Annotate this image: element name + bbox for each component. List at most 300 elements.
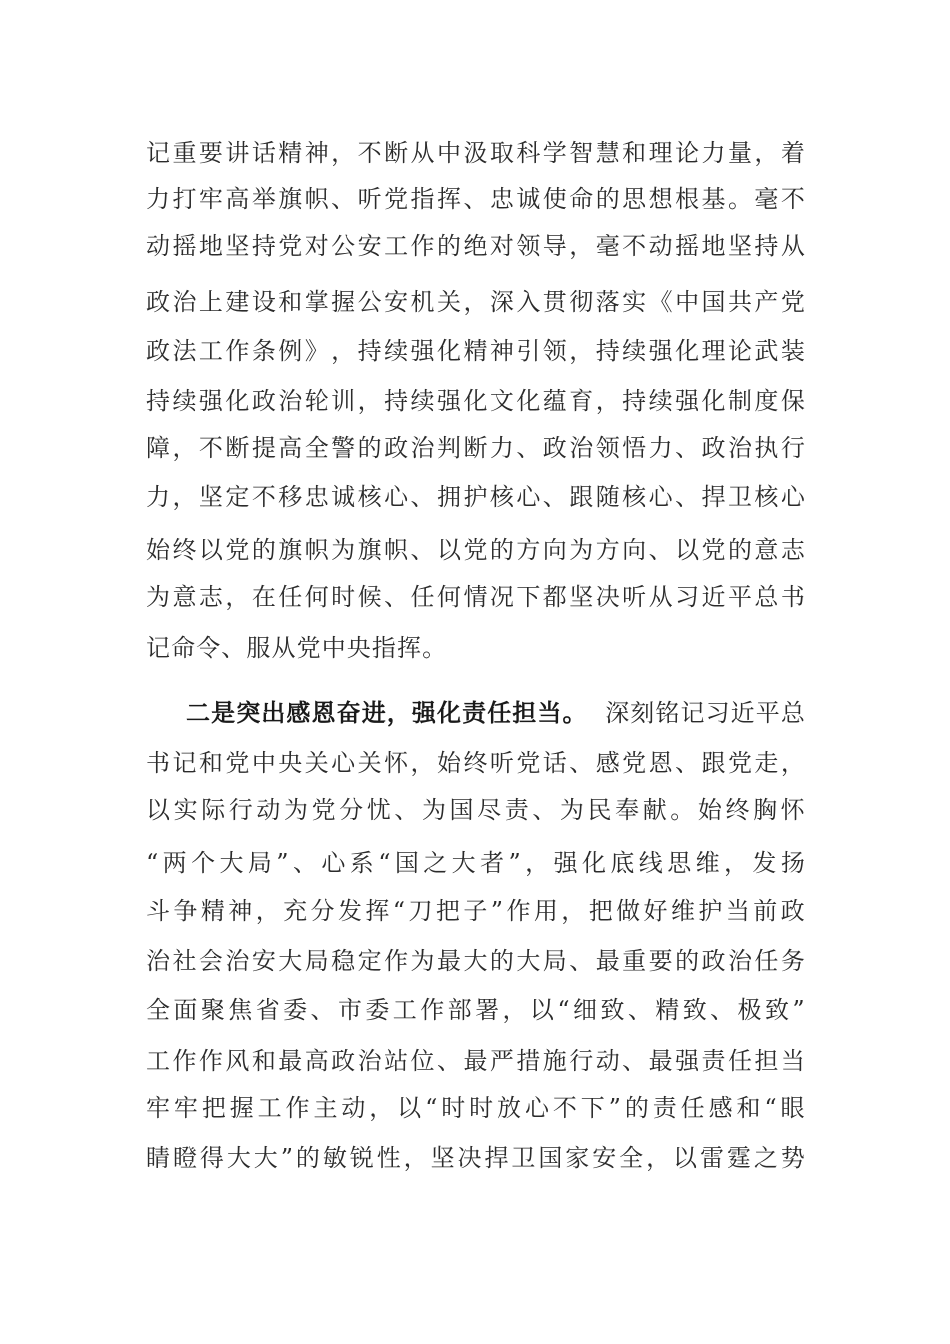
- line-char: 、: [675, 434, 701, 462]
- line-char: 跟: [701, 749, 727, 777]
- line-char: 候: [357, 583, 383, 611]
- line-char: 深: [489, 288, 515, 316]
- line-char: 局: [247, 849, 273, 877]
- line-char: 安: [384, 288, 410, 316]
- line-char: 、: [394, 796, 420, 824]
- line-char: ”: [792, 996, 806, 1024]
- line-char: 作: [285, 1094, 311, 1122]
- line-char: 争: [173, 897, 199, 925]
- line-char: 为: [559, 796, 586, 824]
- line-char: ，: [561, 897, 587, 925]
- line-char: 、: [622, 1047, 648, 1075]
- line-char: 分: [310, 897, 336, 925]
- line-char: 决: [595, 583, 621, 611]
- line-char: 致: [682, 996, 708, 1024]
- line-char: 引: [516, 337, 542, 365]
- line-char: 帜: [304, 185, 330, 213]
- line-char: 扬: [780, 849, 806, 877]
- line-char: 领: [542, 337, 568, 365]
- paragraph1-line: [146, 228, 806, 264]
- line-char: 高: [278, 434, 304, 462]
- line-char: 两: [162, 849, 188, 877]
- line-char: 方: [516, 536, 542, 564]
- line-char: 怀: [384, 749, 410, 777]
- line-char: 党: [225, 536, 251, 564]
- line-char: 的: [624, 1094, 650, 1122]
- line-char: 总: [754, 583, 780, 611]
- line-char: 、: [516, 434, 542, 462]
- line-char: 不: [552, 1094, 578, 1122]
- line-char: 治: [727, 434, 754, 462]
- line-char: ，: [569, 337, 595, 365]
- line-char: “: [378, 849, 392, 877]
- line-char: 放: [497, 1094, 523, 1122]
- line-char: 挥: [365, 897, 391, 925]
- line-char: 委: [365, 996, 391, 1024]
- paragraph2-line: [146, 1140, 806, 1176]
- line-char: 持: [595, 337, 621, 365]
- line-char: 责: [701, 1047, 727, 1075]
- line-char: 听: [489, 749, 515, 777]
- line-char: 当: [780, 1047, 806, 1075]
- line-char: 心: [524, 1094, 551, 1122]
- line-char: 握: [229, 1094, 255, 1122]
- line-char: 地: [198, 232, 225, 260]
- line-char: 献: [642, 796, 668, 824]
- line-char: 民: [587, 796, 613, 824]
- line-char: 保: [780, 387, 806, 415]
- line-char: 大: [219, 849, 245, 877]
- line-char: 国: [449, 796, 475, 824]
- line-char: 全: [619, 1144, 645, 1172]
- line-char: 工: [146, 1047, 172, 1075]
- line-char: 为: [331, 536, 357, 564]
- line-char: 续: [410, 387, 436, 415]
- line-char: 国: [701, 288, 727, 316]
- line-char: 工: [198, 337, 225, 365]
- line-char: “: [557, 996, 571, 1024]
- line-char: 彻: [569, 288, 595, 316]
- line-char: 共: [727, 288, 754, 316]
- line-char: 话: [251, 139, 277, 167]
- line-char: 听: [622, 583, 648, 611]
- line-char: 基: [701, 185, 727, 213]
- line-char: ，: [569, 232, 595, 260]
- line-char: 建: [225, 288, 251, 316]
- paragraph1-line: [146, 284, 806, 320]
- line-char: 面: [173, 996, 199, 1024]
- line-char: 最: [436, 947, 463, 975]
- line-char: 入: [516, 288, 542, 316]
- line-char: 学: [542, 139, 568, 167]
- line-char: 施: [542, 1047, 568, 1075]
- line-char: 、: [648, 536, 674, 564]
- line-char: 思: [667, 849, 693, 877]
- line-char: 政: [146, 288, 172, 316]
- line-char: 责: [652, 1094, 678, 1122]
- line-char: 指: [410, 185, 436, 213]
- paragraph1-line: [146, 579, 806, 615]
- line-char: 行: [569, 1047, 595, 1075]
- line-char: ，: [724, 849, 750, 877]
- line-char: 行: [228, 796, 254, 824]
- line-char: 行: [780, 434, 806, 462]
- line-char: 之: [753, 1144, 779, 1172]
- line-char: 绝: [463, 232, 489, 260]
- line-char: 使: [542, 185, 568, 213]
- line-char: 大: [226, 1144, 252, 1172]
- line-char: 心: [331, 749, 357, 777]
- line-char: 不: [780, 185, 806, 213]
- line-char: 摇: [172, 232, 198, 260]
- line-char: 怀: [780, 796, 806, 824]
- line-char: 都: [542, 583, 568, 611]
- line-char: 、: [331, 185, 357, 213]
- line-char: “: [392, 897, 407, 925]
- line-char: 力: [489, 434, 515, 462]
- line-char: 听: [357, 185, 383, 213]
- line-char: 维: [695, 849, 721, 877]
- line-char: 和: [622, 139, 648, 167]
- line-char: 始: [436, 749, 463, 777]
- line-char: 、: [310, 996, 336, 1024]
- line-char: 时: [441, 1094, 467, 1122]
- line-char: ”: [508, 849, 522, 877]
- line-char: 任: [410, 583, 436, 611]
- line-char: 以: [529, 996, 556, 1024]
- line-char: 治: [225, 947, 251, 975]
- line-char: 、: [384, 583, 410, 611]
- line-char: 国: [394, 849, 420, 877]
- line-char: 社: [172, 947, 198, 975]
- line-char: 论: [675, 139, 701, 167]
- line-char: 、: [569, 749, 595, 777]
- line-char: 终: [463, 749, 489, 777]
- line-char: 核: [754, 483, 780, 511]
- line-char: 最: [648, 1047, 674, 1075]
- line-char: 强: [410, 337, 436, 365]
- line-char: 掌: [304, 288, 330, 316]
- line-char: 措: [516, 1047, 542, 1075]
- line-char: 局: [304, 947, 330, 975]
- line-char: 牢: [198, 185, 225, 213]
- line-char: ”: [608, 1094, 623, 1122]
- line-char: 动: [341, 1094, 367, 1122]
- line-char: 下: [516, 583, 542, 611]
- line-char: 霆: [726, 1144, 752, 1172]
- line-char: 党: [622, 749, 648, 777]
- line-char: 中: [436, 139, 463, 167]
- line-char: 蕴: [542, 387, 568, 415]
- line-char: 和: [736, 1094, 762, 1122]
- line-char: 以: [146, 796, 172, 824]
- line-char: 续: [384, 337, 410, 365]
- line-char: 安: [251, 947, 277, 975]
- line-char: 为: [569, 536, 595, 564]
- line-char: 近: [701, 583, 727, 611]
- line-char: 卫: [727, 483, 754, 511]
- line-char: 度: [754, 387, 780, 415]
- line-char: 》: [304, 337, 330, 365]
- line-char: 的: [357, 434, 383, 462]
- line-char: 例: [278, 337, 304, 365]
- line-char: 致: [764, 996, 791, 1024]
- line-char: 悟: [622, 434, 648, 462]
- line-char: 神: [489, 337, 515, 365]
- line-char: 始: [146, 536, 172, 564]
- line-char: 忧: [366, 796, 392, 824]
- line-char: 省: [255, 996, 281, 1024]
- line-char: 汲: [463, 139, 489, 167]
- line-char: 诚: [331, 483, 357, 511]
- line-char: 断: [384, 139, 410, 167]
- line-char: ，: [403, 1144, 429, 1172]
- line-char: 毫: [754, 185, 780, 213]
- line-char: 定: [225, 483, 251, 511]
- line-char: 实: [173, 796, 199, 824]
- line-char: 任: [278, 583, 304, 611]
- line-char: 用: [533, 897, 559, 925]
- line-char: 个: [191, 849, 217, 877]
- line-char: 安: [357, 232, 383, 260]
- line-char: 。: [727, 185, 754, 213]
- line-char: “: [425, 1094, 439, 1122]
- line-char: 坚: [569, 583, 595, 611]
- line-char: 帜: [304, 536, 330, 564]
- line-char: 领: [595, 434, 621, 462]
- line-char: 终: [172, 536, 198, 564]
- line-char: 治: [569, 434, 595, 462]
- line-char: 机: [410, 288, 436, 316]
- line-char: ，: [754, 139, 780, 167]
- line-char: ，: [410, 749, 436, 777]
- line-char: 意: [172, 583, 198, 611]
- line-char: 旗: [357, 536, 383, 564]
- line-char: 作: [384, 947, 410, 975]
- line-char: ”: [280, 1144, 295, 1172]
- line-char: 强: [436, 387, 463, 415]
- line-char: 政: [780, 897, 806, 925]
- line-char: 《: [648, 288, 674, 316]
- line-char: 全: [146, 996, 172, 1024]
- line-char: 任: [680, 1094, 706, 1122]
- line-char: 站: [384, 1047, 410, 1075]
- line-char: 治: [727, 947, 754, 975]
- line-char: 、: [675, 749, 701, 777]
- line-char: 主: [313, 1094, 339, 1122]
- line-char: 、: [710, 996, 736, 1024]
- line-char: 实: [622, 288, 648, 316]
- line-char: ，: [369, 1094, 395, 1122]
- paragraph1-line: [146, 135, 806, 171]
- line-char: 线: [638, 849, 664, 877]
- line-char: 举: [251, 185, 277, 213]
- line-char: 不: [357, 139, 383, 167]
- line-char: 署: [475, 996, 501, 1024]
- paragraph2-line: [146, 943, 806, 979]
- line-char: 化: [436, 337, 463, 365]
- line-char: 志: [198, 583, 225, 611]
- line-char: 作: [198, 1047, 225, 1075]
- line-char: 强: [553, 849, 579, 877]
- paragraph2-line: [146, 792, 806, 828]
- line-char: 做: [616, 897, 642, 925]
- line-char: 为: [421, 796, 448, 824]
- line-char: 细: [573, 996, 599, 1024]
- line-char: 聚: [200, 996, 226, 1024]
- line-char: 不: [251, 483, 277, 511]
- line-char: 党: [463, 536, 489, 564]
- line-char: 、: [542, 483, 568, 511]
- line-char: 以: [675, 536, 701, 564]
- line-char: 提: [251, 434, 277, 462]
- line-char: 充: [283, 897, 309, 925]
- line-char: 作: [410, 232, 436, 260]
- line-char: 政: [146, 337, 172, 365]
- line-char: 央: [278, 749, 304, 777]
- line-char: 话: [542, 749, 568, 777]
- paragraph1-line: [146, 181, 806, 217]
- line-char: 恩: [648, 749, 674, 777]
- paragraph2-first-line-text: 深刻铭记习近平总: [605, 699, 806, 727]
- line-char: 党: [701, 536, 727, 564]
- line-char: 心: [648, 483, 674, 511]
- line-char: 着: [780, 139, 806, 167]
- line-char: 打: [172, 185, 198, 213]
- line-char: 大: [278, 947, 304, 975]
- line-char: 势: [780, 1144, 806, 1172]
- line-char: 核: [357, 483, 383, 511]
- line-char: 瞪: [172, 1144, 199, 1172]
- line-char: 持: [357, 337, 383, 365]
- line-char: 忠: [489, 185, 515, 213]
- line-char: 关: [436, 288, 463, 316]
- line-char: 条: [251, 337, 277, 365]
- line-char: 习: [675, 583, 701, 611]
- line-char: 务: [780, 947, 806, 975]
- line-char: 心: [321, 849, 347, 877]
- line-char: ，: [357, 387, 383, 415]
- line-char: 锐: [349, 1144, 375, 1172]
- line-char: 续: [622, 337, 648, 365]
- line-char: 力: [146, 185, 172, 213]
- line-char: 移: [278, 483, 304, 511]
- line-char: 论: [727, 337, 754, 365]
- line-char: 化: [463, 387, 489, 415]
- line-char: 致: [600, 996, 626, 1024]
- paragraph2-heading: 二是突出感恩奋进，强化责任担当。: [186, 699, 588, 727]
- line-char: ，: [331, 337, 357, 365]
- line-char: 命: [569, 185, 595, 213]
- line-char: 作: [225, 337, 251, 365]
- line-char: 之: [423, 849, 449, 877]
- line-char: 志: [780, 536, 806, 564]
- line-char: 牢: [146, 1094, 172, 1122]
- line-char: 中: [675, 288, 701, 316]
- line-char: 得: [199, 1144, 225, 1172]
- line-char: 向: [542, 536, 568, 564]
- line-char: 治: [172, 288, 198, 316]
- line-char: 党: [311, 796, 337, 824]
- line-char: 党: [780, 288, 806, 316]
- line-char: 担: [754, 1047, 780, 1075]
- line-char: 国: [538, 1144, 564, 1172]
- line-char: 精: [463, 337, 489, 365]
- line-char: 把: [435, 897, 462, 925]
- line-char: 持: [251, 232, 277, 260]
- line-char: 者: [480, 849, 506, 877]
- line-char: 稳: [331, 947, 357, 975]
- line-char: 核: [622, 483, 648, 511]
- line-char: 核: [489, 483, 515, 511]
- line-char: 育: [569, 387, 595, 415]
- line-char: 雷: [699, 1144, 726, 1172]
- line-char: 从: [648, 583, 674, 611]
- line-char: 不: [622, 232, 648, 260]
- line-char: ”: [490, 897, 505, 925]
- line-char: 治: [278, 387, 304, 415]
- line-char: 、: [627, 996, 653, 1024]
- line-char: 训: [331, 387, 357, 415]
- line-char: 最: [278, 1047, 304, 1075]
- line-char: 和: [198, 749, 225, 777]
- line-char: 治: [357, 1047, 383, 1075]
- line-char: 文: [489, 387, 515, 415]
- line-char: 强: [198, 387, 225, 415]
- line-char: 定: [357, 947, 383, 975]
- line-char: 发: [337, 897, 364, 925]
- line-char: 坚: [430, 1144, 456, 1172]
- line-char: 断: [225, 434, 251, 462]
- line-char: 委: [283, 996, 309, 1024]
- paragraph1-line: [146, 479, 806, 515]
- line-char: 护: [698, 897, 724, 925]
- line-char: 、: [410, 536, 436, 564]
- line-char: 持: [622, 387, 648, 415]
- line-char: ”: [276, 849, 290, 877]
- line-char: 讲: [225, 139, 251, 167]
- line-char: 焦: [228, 996, 254, 1024]
- line-char: 要: [648, 947, 674, 975]
- line-char: 记: [146, 139, 172, 167]
- line-char: 制: [727, 387, 754, 415]
- line-char: 时: [469, 1094, 495, 1122]
- line-char: 化: [581, 849, 608, 877]
- line-char: 、: [532, 796, 558, 824]
- line-char: 平: [727, 583, 754, 611]
- line-char: 持: [146, 387, 172, 415]
- line-char: 科: [516, 139, 542, 167]
- line-char: 诚: [516, 185, 542, 213]
- line-char: 况: [489, 583, 515, 611]
- line-char: 动: [256, 796, 282, 824]
- line-char: 的: [436, 232, 463, 260]
- line-char: 续: [648, 387, 674, 415]
- paragraph2-line: [146, 1043, 806, 1079]
- line-char: 为: [146, 583, 172, 611]
- line-char: ，: [225, 583, 251, 611]
- line-char: 的: [595, 185, 621, 213]
- line-char: 何: [304, 583, 330, 611]
- paragraph1-line: [146, 532, 806, 568]
- line-char: “: [146, 849, 160, 877]
- line-char: ，: [780, 749, 806, 777]
- line-char: 障: [146, 434, 172, 462]
- line-char: 极: [737, 996, 763, 1024]
- line-char: 党: [278, 232, 304, 260]
- line-char: 书: [780, 583, 806, 611]
- line-char: 心: [780, 483, 806, 511]
